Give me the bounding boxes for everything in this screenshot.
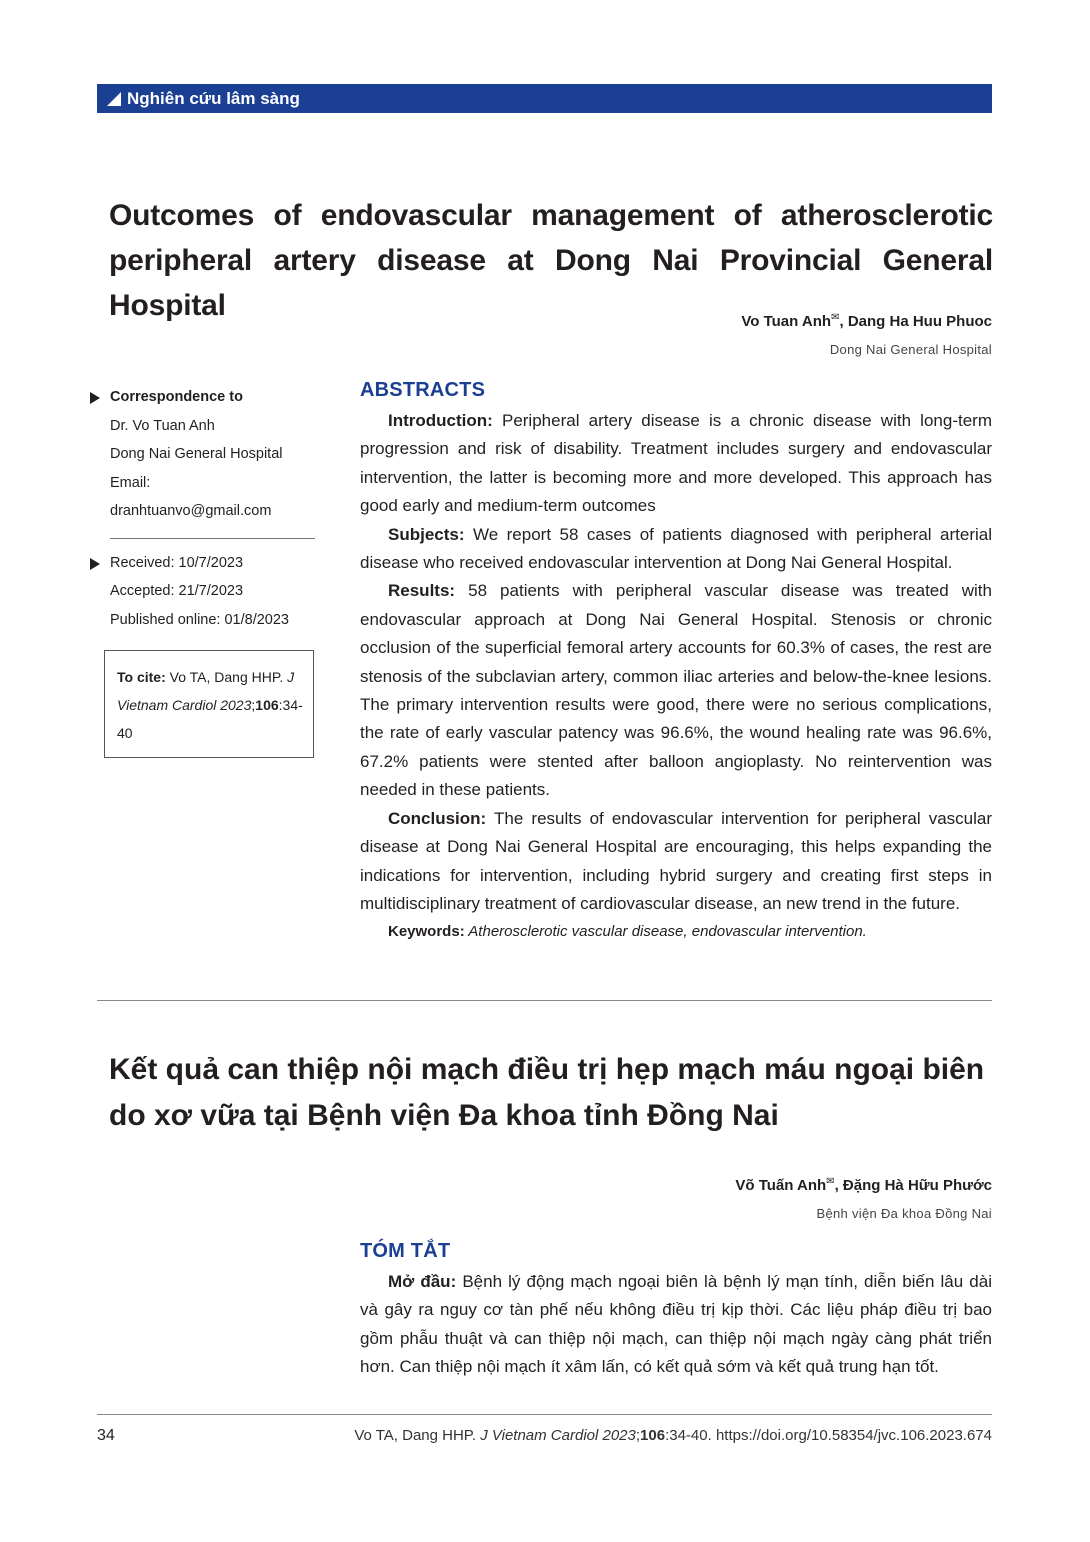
cite-label: To cite: bbox=[117, 669, 166, 685]
correspondence-block bbox=[90, 383, 315, 526]
footer-volume: 106 bbox=[640, 1427, 666, 1444]
received-date: Received: 10/7/2023 bbox=[110, 554, 244, 571]
author-name: , Dang Ha Huu Phuoc bbox=[839, 313, 992, 330]
triangle-icon bbox=[107, 92, 121, 106]
subjects-text: We report 58 cases of patients diagnosed with peripheral arterial disease who received endovascular intervention at Dong Nai General Hospital. bbox=[360, 524, 992, 573]
footer-authors: Vo TA, Dang HHP. bbox=[354, 1427, 481, 1444]
authors-en bbox=[741, 312, 992, 330]
dates-block bbox=[90, 549, 315, 635]
arrow-right-icon bbox=[90, 392, 100, 404]
cite-sep: ; bbox=[251, 697, 256, 713]
conclusion-label: Conclusion: bbox=[388, 808, 487, 828]
cite-authors: Vo TA, Dang HHP. bbox=[165, 669, 288, 685]
conclusion-text: The results of endovascular intervention for peripheral vascular disease at Dong Nai General Hospital are encouraging, this helps expanding the indications for intervention, including hybrid surgery and creating first steps in multidisciplinary treatment of cardiovascular disease, an new trend in the future. bbox=[360, 808, 992, 913]
page-number: 34 bbox=[97, 1427, 115, 1444]
cite-pages: :34-40 bbox=[117, 697, 303, 741]
keywords-label: Keywords: bbox=[388, 923, 465, 941]
section-label: Nghiên cứu lâm sàng bbox=[127, 88, 300, 108]
abstract-paragraph bbox=[360, 577, 992, 804]
intro-label-vi: Mở đầu: bbox=[388, 1272, 457, 1291]
intro-text: Peripheral artery disease is a chronic disease with long-term progression and risk of disability. Treatment includes surgery and endovascular intervention, the latter is becoming more and more developed. This approach has good early and medium-term outcomes bbox=[360, 411, 992, 516]
abstract-paragraph bbox=[360, 1268, 992, 1382]
footer-doi: :34-40. https://doi.org/10.58354/jvc.106.2023.674 bbox=[665, 1427, 992, 1444]
correspondence-label: Correspondence to bbox=[110, 389, 243, 405]
correspondence-affiliation: Dong Nai General Hospital bbox=[110, 446, 283, 462]
abstract-body-vi bbox=[360, 1268, 992, 1382]
accepted-date: Accepted: 21/7/2023 bbox=[110, 583, 244, 599]
sidebar-divider bbox=[110, 538, 315, 539]
keywords-text: Atherosclerotic vascular disease, endovascular intervention. bbox=[464, 923, 867, 941]
cite-volume: 106 bbox=[255, 697, 279, 713]
abstract-heading-en: ABSTRACTS bbox=[360, 379, 486, 401]
abstract-heading-vi: TÓM TẮT bbox=[360, 1240, 451, 1262]
footer-divider bbox=[97, 1414, 992, 1415]
results-label: Results: bbox=[388, 581, 456, 601]
section-header-bar bbox=[97, 84, 992, 113]
sidebar bbox=[90, 383, 315, 758]
subjects-label: Subjects: bbox=[388, 524, 465, 544]
abstract-body-en bbox=[360, 407, 992, 947]
published-date: Published online: 01/8/2023 bbox=[110, 611, 289, 628]
intro-text-vi: Bệnh lý động mạch ngoại biên là bệnh lý mạn tính, diễn biến lâu dài và gây ra nguy cơ tàn phế nếu không điều trị kịp thời. Các liệu pháp điều trị bao gồm phẫu thuật và can thiệp nội mạch, can thiệp nội mạch ngày càng phát triển hơn. Can thiệp nội mạch ít xâm lấn, có kết quả sớm và kết quả trung hạn tốt. bbox=[360, 1272, 992, 1377]
correspondence-email: Email: dranhtuanvo@gmail.com bbox=[110, 474, 272, 519]
abstract-paragraph bbox=[360, 805, 992, 919]
authors-vi bbox=[735, 1176, 992, 1194]
intro-label: Introduction: bbox=[388, 411, 493, 430]
affiliation-vi: Bệnh viện Đa khoa Đồng Nai bbox=[816, 1206, 992, 1221]
keywords bbox=[360, 918, 992, 946]
envelope-icon: ✉ bbox=[826, 1176, 835, 1187]
affiliation-en: Dong Nai General Hospital bbox=[829, 342, 992, 357]
article-title-vi: Kết quả can thiệp nội mạch điều trị hẹp mạch máu ngoại biên do xơ vữa tại Bệnh viện Đa khoa tỉnh Đồng Nai bbox=[109, 1053, 985, 1132]
footer-sep: ; bbox=[635, 1427, 641, 1444]
correspondence-name: Dr. Vo Tuan Anh bbox=[110, 417, 215, 434]
author-name: Võ Tuấn Anh bbox=[735, 1177, 827, 1194]
footer-journal: J Vietnam Cardiol 2023 bbox=[480, 1427, 636, 1444]
envelope-icon: ✉ bbox=[831, 312, 840, 323]
section-divider bbox=[97, 1000, 992, 1001]
article-title-en: Outcomes of endovascular management of atherosclerotic peripheral artery disease at Dong Nai Provincial General Hospital bbox=[109, 199, 993, 322]
results-text: 58 patients with peripheral vascular disease was treated with endovascular approach at Dong Nai General Hospital. Stenosis or chronic occlusion of the superficial femoral artery accounts for 60.3% of cases, the rest are stenosis of the subclavian artery, common iliac arteries and below-the-knee lesions. The primary intervention results were good, there were no serious complications, the rate of early vascular patency was 96.6%, the wound healing rate was 96.6%, 67.2% patients were stented after balloon angioplasty. No reintervention was needed in these patients. bbox=[360, 581, 992, 800]
cite-journal: J Vietnam Cardiol 2023 bbox=[117, 669, 295, 713]
arrow-right-icon bbox=[90, 558, 100, 570]
abstract-paragraph bbox=[360, 521, 992, 578]
author-name: , Đặng Hà Hữu Phước bbox=[834, 1177, 992, 1194]
author-name: Vo Tuan Anh bbox=[741, 313, 832, 330]
citation-box bbox=[104, 650, 314, 758]
abstract-paragraph bbox=[360, 407, 992, 521]
footer-citation bbox=[354, 1427, 992, 1444]
